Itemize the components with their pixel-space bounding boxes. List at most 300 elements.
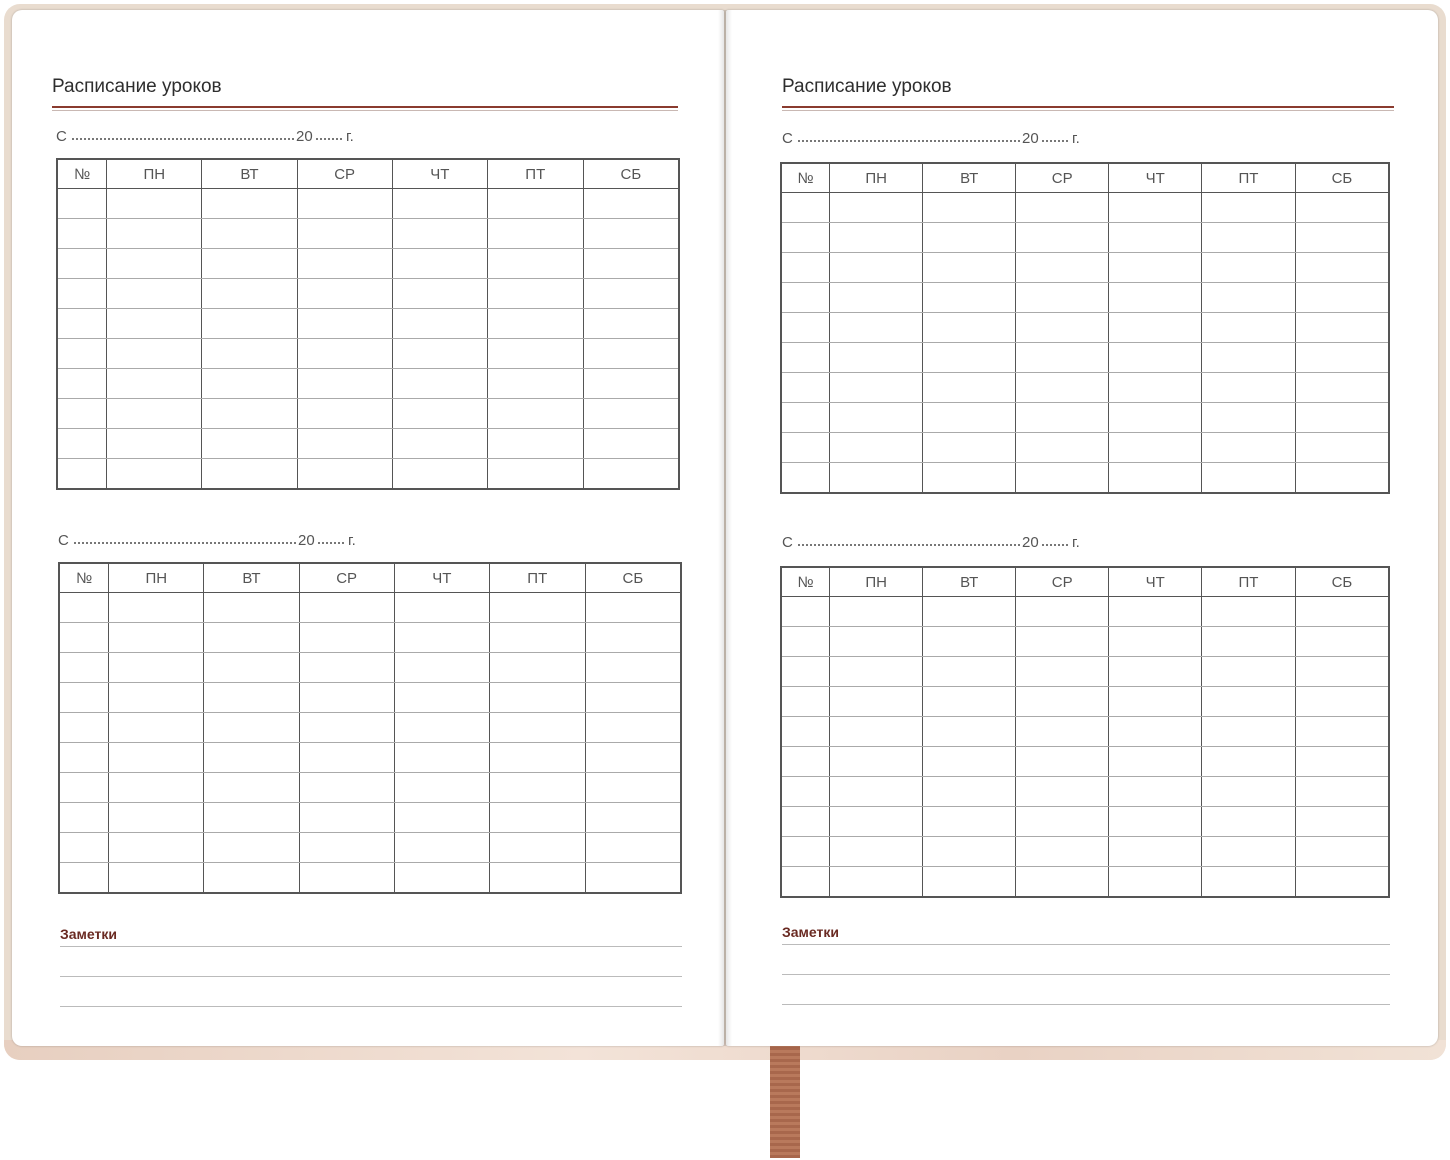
lesson-number-cell[interactable] bbox=[781, 463, 830, 494]
lesson-cell[interactable] bbox=[109, 623, 204, 653]
lesson-cell[interactable] bbox=[923, 463, 1016, 494]
lesson-number-cell[interactable] bbox=[781, 253, 830, 283]
lesson-number-cell[interactable] bbox=[59, 743, 109, 773]
lesson-cell[interactable] bbox=[923, 717, 1016, 747]
lesson-number-cell[interactable] bbox=[781, 687, 830, 717]
lesson-cell[interactable] bbox=[923, 433, 1016, 463]
lesson-cell[interactable] bbox=[923, 253, 1016, 283]
lesson-cell[interactable] bbox=[1202, 597, 1296, 627]
lesson-number-cell[interactable] bbox=[781, 657, 830, 687]
lesson-cell[interactable] bbox=[830, 223, 923, 253]
lesson-cell[interactable] bbox=[1202, 433, 1296, 463]
lesson-cell[interactable] bbox=[830, 597, 923, 627]
lesson-cell[interactable] bbox=[487, 459, 583, 490]
lesson-cell[interactable] bbox=[923, 283, 1016, 313]
lesson-cell[interactable] bbox=[487, 369, 583, 399]
lesson-cell[interactable] bbox=[1295, 657, 1389, 687]
lesson-number-cell[interactable] bbox=[59, 833, 109, 863]
lesson-cell[interactable] bbox=[392, 429, 487, 459]
lesson-cell[interactable] bbox=[487, 429, 583, 459]
lesson-cell[interactable] bbox=[297, 249, 392, 279]
lesson-cell[interactable] bbox=[392, 279, 487, 309]
lesson-cell[interactable] bbox=[1016, 343, 1109, 373]
lesson-cell[interactable] bbox=[202, 429, 297, 459]
lesson-cell[interactable] bbox=[204, 623, 299, 653]
lesson-cell[interactable] bbox=[107, 459, 202, 490]
lesson-cell[interactable] bbox=[394, 713, 489, 743]
lesson-cell[interactable] bbox=[585, 683, 681, 713]
lesson-cell[interactable] bbox=[202, 189, 297, 219]
lesson-cell[interactable] bbox=[202, 249, 297, 279]
lesson-cell[interactable] bbox=[394, 743, 489, 773]
schedule-body[interactable] bbox=[781, 193, 1389, 494]
lesson-cell[interactable] bbox=[107, 429, 202, 459]
lesson-number-cell[interactable] bbox=[57, 459, 107, 490]
lesson-cell[interactable] bbox=[297, 189, 392, 219]
date-range-line[interactable] bbox=[782, 130, 1102, 152]
lesson-cell[interactable] bbox=[109, 773, 204, 803]
lesson-cell[interactable] bbox=[1016, 403, 1109, 433]
lesson-cell[interactable] bbox=[923, 807, 1016, 837]
lesson-cell[interactable] bbox=[1109, 283, 1202, 313]
lesson-cell[interactable] bbox=[392, 219, 487, 249]
lesson-cell[interactable] bbox=[923, 373, 1016, 403]
lesson-cell[interactable] bbox=[585, 713, 681, 743]
lesson-cell[interactable] bbox=[1016, 433, 1109, 463]
lesson-number-cell[interactable] bbox=[59, 653, 109, 683]
lesson-cell[interactable] bbox=[583, 249, 679, 279]
lesson-cell[interactable] bbox=[830, 687, 923, 717]
lesson-cell[interactable] bbox=[489, 833, 585, 863]
lesson-cell[interactable] bbox=[1109, 403, 1202, 433]
lesson-cell[interactable] bbox=[583, 309, 679, 339]
lesson-cell[interactable] bbox=[583, 279, 679, 309]
lesson-cell[interactable] bbox=[107, 189, 202, 219]
lesson-cell[interactable] bbox=[585, 743, 681, 773]
lesson-cell[interactable] bbox=[1109, 867, 1202, 898]
lesson-cell[interactable] bbox=[202, 339, 297, 369]
lesson-cell[interactable] bbox=[830, 433, 923, 463]
lesson-cell[interactable] bbox=[923, 193, 1016, 223]
lesson-cell[interactable] bbox=[1202, 777, 1296, 807]
lesson-cell[interactable] bbox=[1295, 717, 1389, 747]
lesson-cell[interactable] bbox=[1295, 373, 1389, 403]
lesson-cell[interactable] bbox=[1202, 223, 1296, 253]
lesson-cell[interactable] bbox=[923, 867, 1016, 898]
lesson-cell[interactable] bbox=[392, 459, 487, 490]
lesson-cell[interactable] bbox=[202, 279, 297, 309]
lesson-cell[interactable] bbox=[1202, 687, 1296, 717]
lesson-cell[interactable] bbox=[1016, 777, 1109, 807]
lesson-cell[interactable] bbox=[487, 279, 583, 309]
lesson-cell[interactable] bbox=[1109, 313, 1202, 343]
table-row bbox=[781, 403, 1389, 433]
lesson-cell[interactable] bbox=[299, 593, 394, 623]
lesson-cell[interactable] bbox=[830, 657, 923, 687]
lesson-number-cell[interactable] bbox=[57, 279, 107, 309]
lesson-cell[interactable] bbox=[1202, 867, 1296, 898]
lesson-cell[interactable] bbox=[583, 219, 679, 249]
lesson-cell[interactable] bbox=[923, 657, 1016, 687]
lesson-cell[interactable] bbox=[204, 713, 299, 743]
lesson-number-cell[interactable] bbox=[57, 189, 107, 219]
lesson-number-cell[interactable] bbox=[781, 837, 830, 867]
lesson-cell[interactable] bbox=[583, 429, 679, 459]
lesson-number-cell[interactable] bbox=[781, 627, 830, 657]
lesson-number-cell[interactable] bbox=[59, 623, 109, 653]
lesson-number-cell[interactable] bbox=[781, 283, 830, 313]
bookmark-ribbon[interactable] bbox=[770, 1044, 800, 1158]
lesson-cell[interactable] bbox=[297, 339, 392, 369]
lesson-number-cell[interactable] bbox=[59, 713, 109, 743]
lesson-cell[interactable] bbox=[487, 219, 583, 249]
lesson-cell[interactable] bbox=[583, 189, 679, 219]
lesson-cell[interactable] bbox=[830, 283, 923, 313]
lesson-cell[interactable] bbox=[109, 863, 204, 894]
lesson-number-cell[interactable] bbox=[57, 219, 107, 249]
lesson-cell[interactable] bbox=[1295, 343, 1389, 373]
lesson-cell[interactable] bbox=[109, 803, 204, 833]
lesson-cell[interactable] bbox=[1109, 717, 1202, 747]
lesson-cell[interactable] bbox=[585, 863, 681, 894]
lesson-cell[interactable] bbox=[1109, 253, 1202, 283]
lesson-cell[interactable] bbox=[1202, 463, 1296, 494]
lesson-cell[interactable] bbox=[830, 253, 923, 283]
lesson-cell[interactable] bbox=[1016, 193, 1109, 223]
lesson-cell[interactable] bbox=[1016, 283, 1109, 313]
lesson-cell[interactable] bbox=[830, 747, 923, 777]
lesson-number-cell[interactable] bbox=[59, 593, 109, 623]
lesson-cell[interactable] bbox=[392, 369, 487, 399]
lesson-cell[interactable] bbox=[1295, 777, 1389, 807]
lesson-cell[interactable] bbox=[489, 623, 585, 653]
lesson-cell[interactable] bbox=[830, 313, 923, 343]
note-line[interactable] bbox=[60, 1006, 682, 1007]
lesson-cell[interactable] bbox=[830, 867, 923, 898]
lesson-cell[interactable] bbox=[299, 773, 394, 803]
lesson-cell[interactable] bbox=[204, 683, 299, 713]
lesson-cell[interactable] bbox=[923, 313, 1016, 343]
lesson-cell[interactable] bbox=[1016, 867, 1109, 898]
lesson-cell[interactable] bbox=[1016, 747, 1109, 777]
lesson-cell[interactable] bbox=[1295, 313, 1389, 343]
lesson-cell[interactable] bbox=[1295, 807, 1389, 837]
lesson-cell[interactable] bbox=[109, 683, 204, 713]
lesson-cell[interactable] bbox=[1016, 717, 1109, 747]
lesson-cell[interactable] bbox=[1295, 193, 1389, 223]
lesson-cell[interactable] bbox=[394, 833, 489, 863]
note-line[interactable] bbox=[60, 976, 682, 977]
year-dots bbox=[1042, 544, 1068, 546]
lesson-cell[interactable] bbox=[923, 777, 1016, 807]
date-range-line[interactable] bbox=[56, 128, 376, 150]
lesson-cell[interactable] bbox=[1109, 807, 1202, 837]
note-line[interactable] bbox=[782, 944, 1390, 945]
lesson-cell[interactable] bbox=[830, 717, 923, 747]
lesson-cell[interactable] bbox=[1295, 283, 1389, 313]
lesson-number-cell[interactable] bbox=[781, 193, 830, 223]
lesson-cell[interactable] bbox=[830, 777, 923, 807]
lesson-number-cell[interactable] bbox=[59, 803, 109, 833]
lesson-cell[interactable] bbox=[1109, 777, 1202, 807]
lesson-cell[interactable] bbox=[299, 803, 394, 833]
lesson-cell[interactable] bbox=[487, 249, 583, 279]
lesson-cell[interactable] bbox=[202, 219, 297, 249]
lesson-cell[interactable] bbox=[392, 189, 487, 219]
lesson-cell[interactable] bbox=[394, 653, 489, 683]
lesson-cell[interactable] bbox=[202, 459, 297, 490]
lesson-number-cell[interactable] bbox=[57, 339, 107, 369]
lesson-cell[interactable] bbox=[1295, 747, 1389, 777]
lesson-number-cell[interactable] bbox=[781, 597, 830, 627]
lesson-cell[interactable] bbox=[1202, 657, 1296, 687]
lesson-cell[interactable] bbox=[1202, 627, 1296, 657]
lesson-cell[interactable] bbox=[1109, 687, 1202, 717]
lesson-cell[interactable] bbox=[204, 593, 299, 623]
lesson-cell[interactable] bbox=[585, 623, 681, 653]
lesson-cell[interactable] bbox=[489, 773, 585, 803]
lesson-cell[interactable] bbox=[830, 193, 923, 223]
lesson-cell[interactable] bbox=[1016, 463, 1109, 494]
lesson-cell[interactable] bbox=[923, 837, 1016, 867]
lesson-cell[interactable] bbox=[1202, 717, 1296, 747]
lesson-number-cell[interactable] bbox=[59, 683, 109, 713]
lesson-cell[interactable] bbox=[109, 593, 204, 623]
date-range-line[interactable] bbox=[58, 532, 378, 554]
lesson-cell[interactable] bbox=[392, 339, 487, 369]
lesson-cell[interactable] bbox=[1202, 403, 1296, 433]
lesson-cell[interactable] bbox=[107, 399, 202, 429]
note-line[interactable] bbox=[60, 946, 682, 947]
lesson-cell[interactable] bbox=[109, 743, 204, 773]
lesson-number-cell[interactable] bbox=[57, 309, 107, 339]
lesson-cell[interactable] bbox=[204, 743, 299, 773]
lesson-cell[interactable] bbox=[297, 309, 392, 339]
lesson-cell[interactable] bbox=[394, 623, 489, 653]
lesson-cell[interactable] bbox=[1295, 223, 1389, 253]
lesson-cell[interactable] bbox=[394, 773, 489, 803]
lesson-cell[interactable] bbox=[1295, 433, 1389, 463]
lesson-cell[interactable] bbox=[923, 597, 1016, 627]
schedule-body[interactable] bbox=[781, 597, 1389, 898]
lesson-cell[interactable] bbox=[1016, 313, 1109, 343]
lesson-cell[interactable] bbox=[923, 687, 1016, 717]
lesson-cell[interactable] bbox=[923, 223, 1016, 253]
lesson-cell[interactable] bbox=[1202, 253, 1296, 283]
lesson-cell[interactable] bbox=[830, 343, 923, 373]
lesson-cell[interactable] bbox=[830, 463, 923, 494]
lesson-cell[interactable] bbox=[1295, 403, 1389, 433]
lesson-cell[interactable] bbox=[204, 653, 299, 683]
lesson-cell[interactable] bbox=[107, 249, 202, 279]
lesson-number-cell[interactable] bbox=[59, 863, 109, 894]
lesson-cell[interactable] bbox=[487, 309, 583, 339]
lesson-cell[interactable] bbox=[299, 623, 394, 653]
lesson-number-cell[interactable] bbox=[781, 433, 830, 463]
lesson-cell[interactable] bbox=[1109, 343, 1202, 373]
lesson-number-cell[interactable] bbox=[781, 403, 830, 433]
lesson-cell[interactable] bbox=[107, 339, 202, 369]
lesson-cell[interactable] bbox=[923, 403, 1016, 433]
lesson-cell[interactable] bbox=[299, 833, 394, 863]
lesson-cell[interactable] bbox=[830, 373, 923, 403]
lesson-cell[interactable] bbox=[1295, 627, 1389, 657]
lesson-cell[interactable] bbox=[1295, 253, 1389, 283]
lesson-cell[interactable] bbox=[299, 683, 394, 713]
lesson-cell[interactable] bbox=[1109, 223, 1202, 253]
column-header-day: ВТ bbox=[923, 163, 1016, 193]
lesson-number-cell[interactable] bbox=[57, 399, 107, 429]
lesson-cell[interactable] bbox=[1016, 837, 1109, 867]
lesson-cell[interactable] bbox=[1016, 597, 1109, 627]
lesson-number-cell[interactable] bbox=[781, 373, 830, 403]
lesson-cell[interactable] bbox=[487, 339, 583, 369]
lesson-cell[interactable] bbox=[107, 369, 202, 399]
notes-label: Заметки bbox=[782, 924, 839, 940]
lesson-cell[interactable] bbox=[1109, 373, 1202, 403]
lesson-cell[interactable] bbox=[1109, 597, 1202, 627]
lesson-cell[interactable] bbox=[297, 429, 392, 459]
lesson-number-cell[interactable] bbox=[57, 369, 107, 399]
lesson-cell[interactable] bbox=[1016, 223, 1109, 253]
lesson-cell[interactable] bbox=[585, 803, 681, 833]
lesson-number-cell[interactable] bbox=[781, 313, 830, 343]
lesson-cell[interactable] bbox=[830, 403, 923, 433]
lesson-cell[interactable] bbox=[299, 743, 394, 773]
lesson-cell[interactable] bbox=[204, 833, 299, 863]
lesson-cell[interactable] bbox=[204, 773, 299, 803]
lesson-cell[interactable] bbox=[109, 653, 204, 683]
lesson-cell[interactable] bbox=[923, 627, 1016, 657]
note-line[interactable] bbox=[782, 974, 1390, 975]
lesson-cell[interactable] bbox=[1109, 747, 1202, 777]
lesson-cell[interactable] bbox=[1295, 597, 1389, 627]
schedule-body[interactable] bbox=[59, 593, 681, 894]
lesson-cell[interactable] bbox=[109, 713, 204, 743]
lesson-cell[interactable] bbox=[392, 399, 487, 429]
lesson-cell[interactable] bbox=[1109, 837, 1202, 867]
lesson-cell[interactable] bbox=[1202, 747, 1296, 777]
lesson-cell[interactable] bbox=[923, 747, 1016, 777]
lesson-cell[interactable] bbox=[1109, 433, 1202, 463]
lesson-number-cell[interactable] bbox=[781, 777, 830, 807]
lesson-number-cell[interactable] bbox=[59, 773, 109, 803]
lesson-cell[interactable] bbox=[297, 369, 392, 399]
lesson-cell[interactable] bbox=[297, 279, 392, 309]
lesson-cell[interactable] bbox=[1202, 283, 1296, 313]
lesson-cell[interactable] bbox=[297, 219, 392, 249]
lesson-cell[interactable] bbox=[830, 837, 923, 867]
lesson-cell[interactable] bbox=[585, 833, 681, 863]
date-range-line[interactable] bbox=[782, 534, 1102, 556]
lesson-cell[interactable] bbox=[299, 863, 394, 894]
lesson-cell[interactable] bbox=[394, 863, 489, 894]
lesson-cell[interactable] bbox=[923, 343, 1016, 373]
lesson-cell[interactable] bbox=[1202, 837, 1296, 867]
lesson-cell[interactable] bbox=[1109, 463, 1202, 494]
lesson-cell[interactable] bbox=[487, 189, 583, 219]
lesson-cell[interactable] bbox=[1016, 373, 1109, 403]
lesson-cell[interactable] bbox=[297, 459, 392, 490]
lesson-cell[interactable] bbox=[583, 459, 679, 490]
lesson-cell[interactable] bbox=[204, 863, 299, 894]
lesson-cell[interactable] bbox=[489, 803, 585, 833]
lesson-cell[interactable] bbox=[394, 593, 489, 623]
lesson-cell[interactable] bbox=[1016, 253, 1109, 283]
lesson-number-cell[interactable] bbox=[57, 429, 107, 459]
lesson-cell[interactable] bbox=[489, 743, 585, 773]
lesson-cell[interactable] bbox=[107, 219, 202, 249]
lesson-cell[interactable] bbox=[1016, 807, 1109, 837]
lesson-cell[interactable] bbox=[202, 399, 297, 429]
lesson-cell[interactable] bbox=[202, 369, 297, 399]
lesson-cell[interactable] bbox=[583, 399, 679, 429]
lesson-number-cell[interactable] bbox=[781, 807, 830, 837]
lesson-cell[interactable] bbox=[394, 683, 489, 713]
lesson-cell[interactable] bbox=[107, 279, 202, 309]
schedule-body[interactable] bbox=[57, 189, 679, 490]
lesson-number-cell[interactable] bbox=[781, 717, 830, 747]
lesson-cell[interactable] bbox=[1295, 867, 1389, 898]
lesson-cell[interactable] bbox=[394, 803, 489, 833]
lesson-cell[interactable] bbox=[1202, 313, 1296, 343]
lesson-cell[interactable] bbox=[1109, 657, 1202, 687]
lesson-cell[interactable] bbox=[297, 399, 392, 429]
note-line[interactable] bbox=[782, 1004, 1390, 1005]
lesson-cell[interactable] bbox=[585, 653, 681, 683]
lesson-number-cell[interactable] bbox=[781, 747, 830, 777]
lesson-number-cell[interactable] bbox=[781, 223, 830, 253]
lesson-cell[interactable] bbox=[1109, 193, 1202, 223]
lesson-cell[interactable] bbox=[1109, 627, 1202, 657]
lesson-cell[interactable] bbox=[1202, 373, 1296, 403]
lesson-cell[interactable] bbox=[204, 803, 299, 833]
lesson-cell[interactable] bbox=[299, 653, 394, 683]
lesson-number-cell[interactable] bbox=[781, 343, 830, 373]
lesson-cell[interactable] bbox=[1202, 193, 1296, 223]
lesson-cell[interactable] bbox=[583, 369, 679, 399]
column-header-day: ВТ bbox=[204, 563, 299, 593]
lesson-cell[interactable] bbox=[1016, 687, 1109, 717]
lesson-cell[interactable] bbox=[107, 309, 202, 339]
lesson-number-cell[interactable] bbox=[781, 867, 830, 898]
lesson-cell[interactable] bbox=[1295, 463, 1389, 494]
lesson-cell[interactable] bbox=[489, 683, 585, 713]
lesson-cell[interactable] bbox=[1295, 837, 1389, 867]
lesson-cell[interactable] bbox=[1202, 807, 1296, 837]
lesson-cell[interactable] bbox=[487, 399, 583, 429]
lesson-cell[interactable] bbox=[585, 593, 681, 623]
lesson-cell[interactable] bbox=[392, 309, 487, 339]
lesson-cell[interactable] bbox=[392, 249, 487, 279]
lesson-cell[interactable] bbox=[489, 653, 585, 683]
lesson-cell[interactable] bbox=[489, 593, 585, 623]
lesson-cell[interactable] bbox=[489, 863, 585, 894]
lesson-cell[interactable] bbox=[202, 309, 297, 339]
lesson-cell[interactable] bbox=[830, 627, 923, 657]
lesson-cell[interactable] bbox=[1295, 687, 1389, 717]
lesson-cell[interactable] bbox=[583, 339, 679, 369]
lesson-cell[interactable] bbox=[1016, 657, 1109, 687]
lesson-cell[interactable] bbox=[489, 713, 585, 743]
lesson-number-cell[interactable] bbox=[57, 249, 107, 279]
lesson-cell[interactable] bbox=[1202, 343, 1296, 373]
lesson-cell[interactable] bbox=[299, 713, 394, 743]
lesson-cell[interactable] bbox=[1016, 627, 1109, 657]
lesson-cell[interactable] bbox=[109, 833, 204, 863]
lesson-cell[interactable] bbox=[585, 773, 681, 803]
lesson-cell[interactable] bbox=[830, 807, 923, 837]
